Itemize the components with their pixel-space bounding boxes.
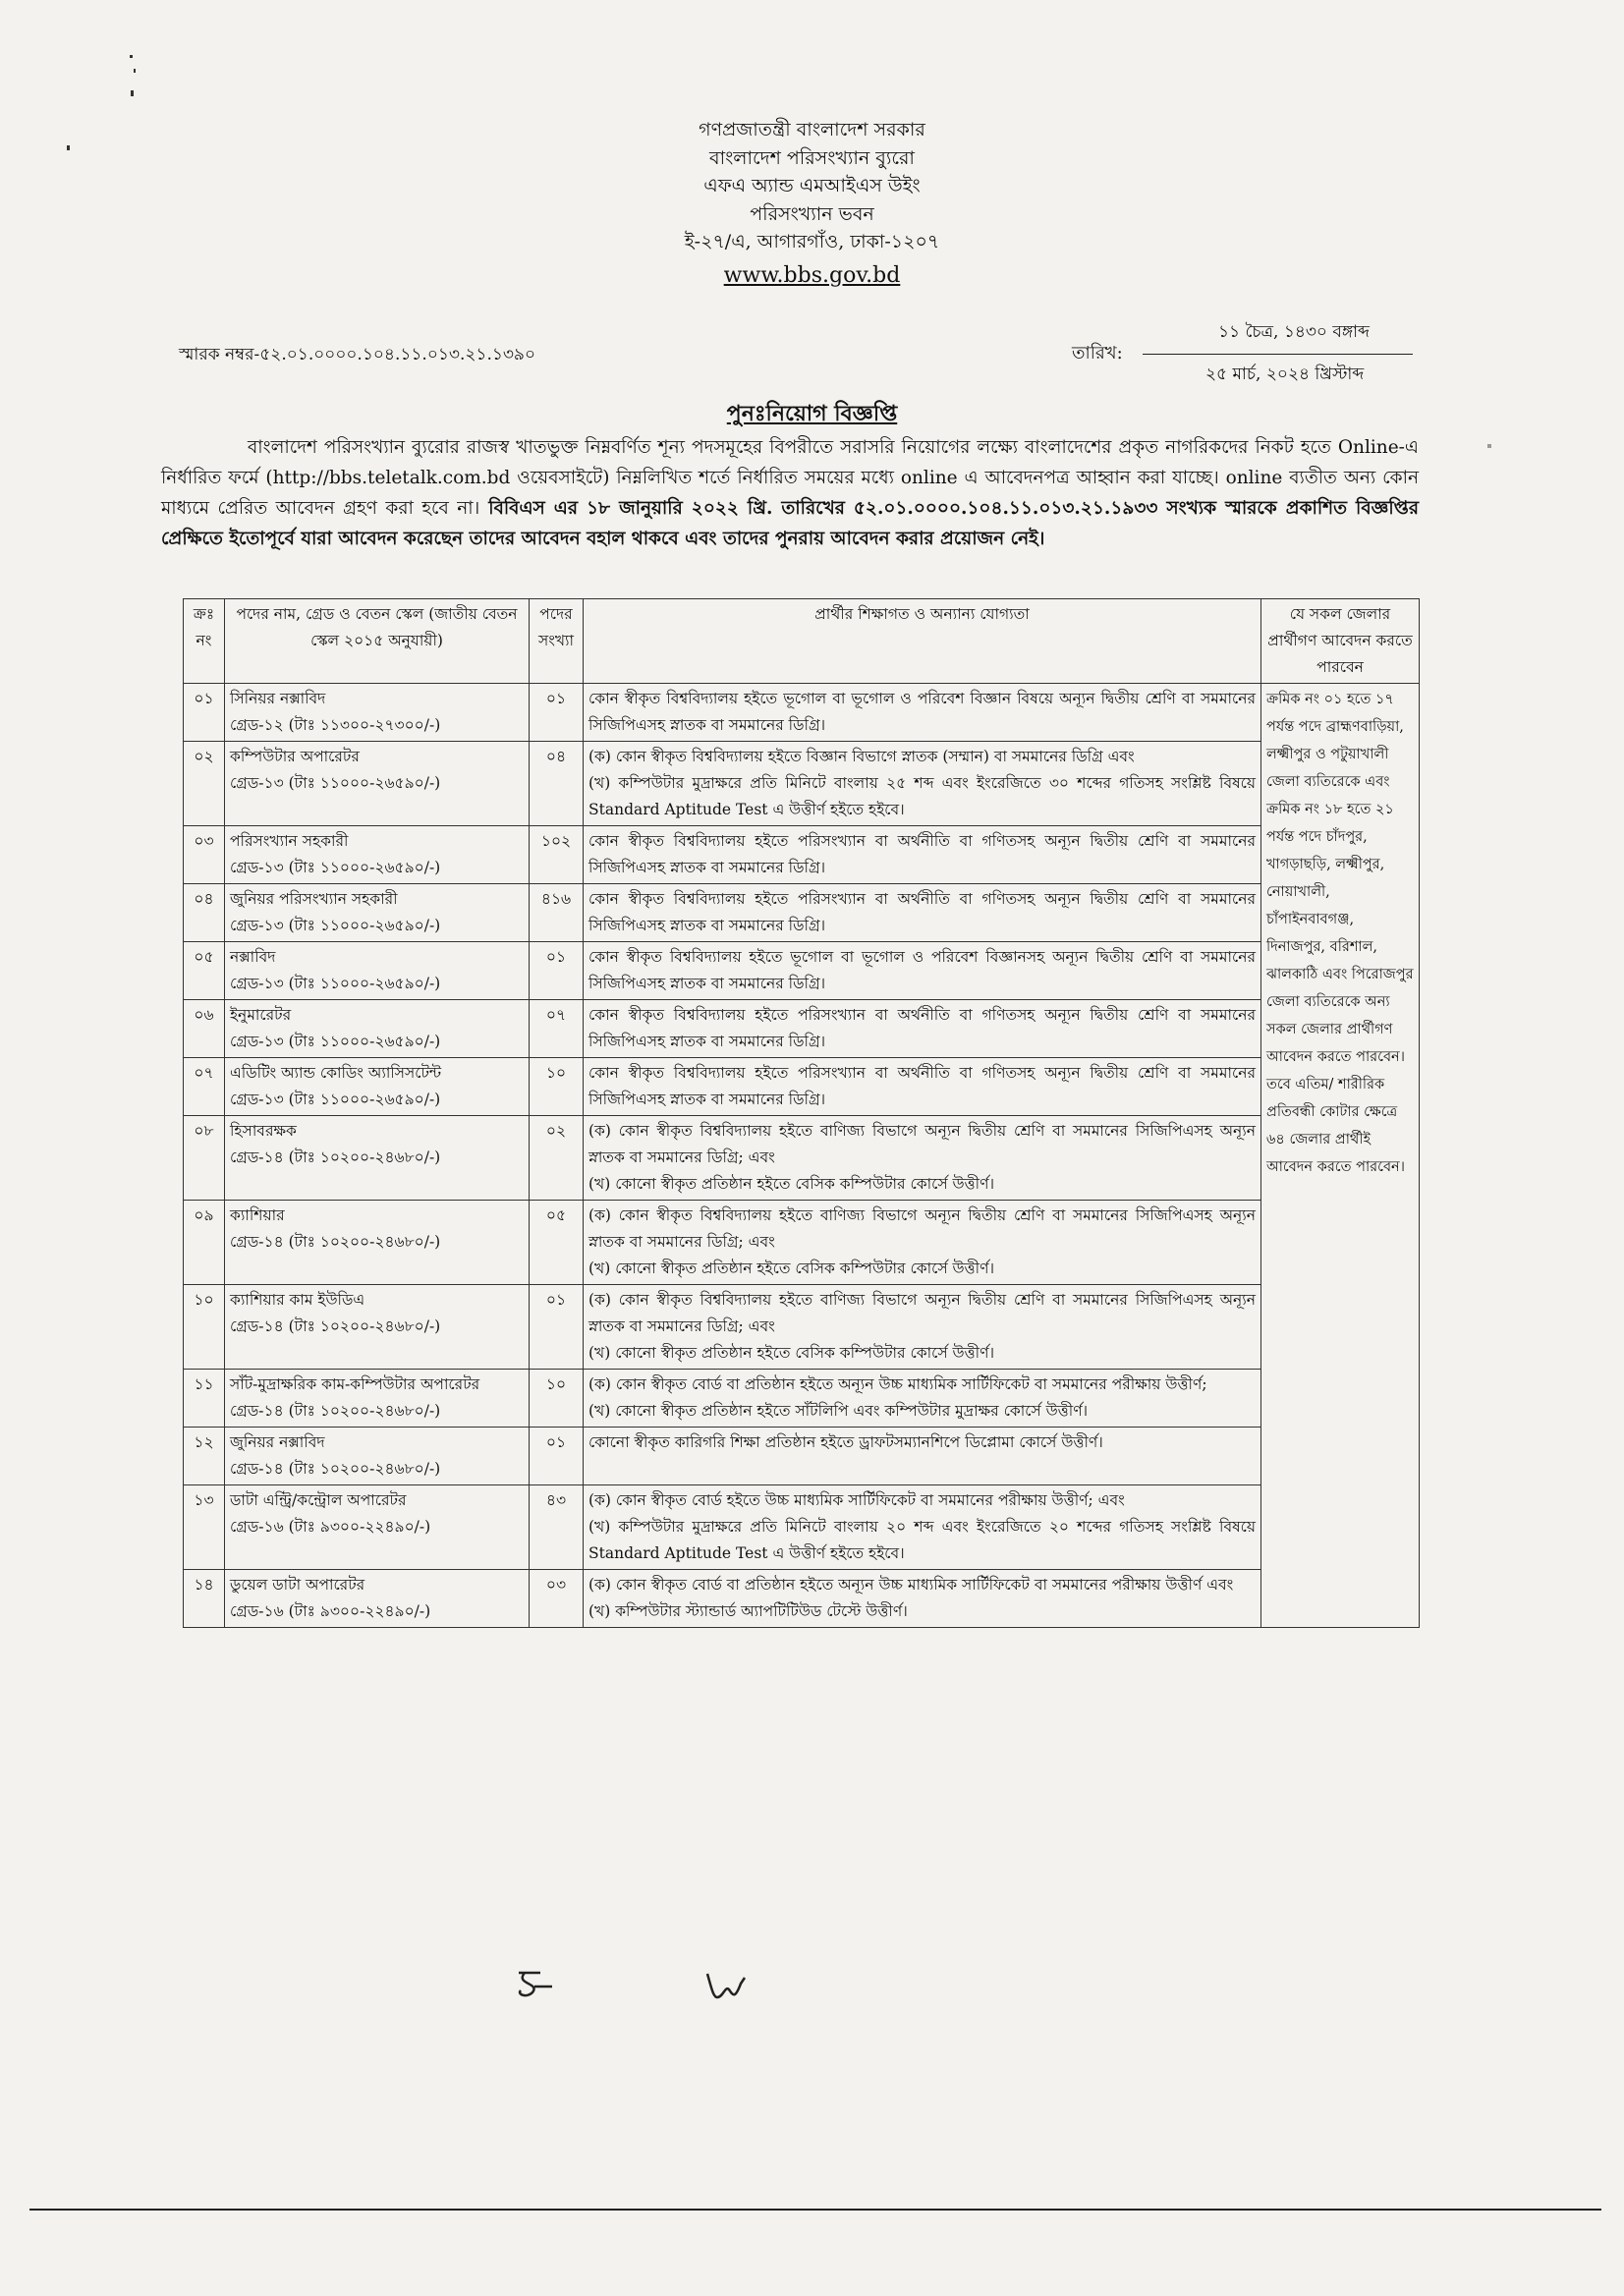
qualification-cell	[584, 1116, 1261, 1201]
post-name: ডুয়েল ডাটা অপারেটর	[230, 1576, 365, 1594]
post-count-cell: ০১	[530, 684, 584, 742]
post-name: সিনিয়র নক্সাবিদ	[230, 690, 326, 707]
post-cell	[225, 1570, 530, 1628]
qualification-line: কোন স্বীকৃত বিশ্ববিদ্যালয় হইতে ভূগোল বা ভূগোল ও পরিবেশ বিজ্ঞান বিষয়ে অন্যূন দ্বিতীয় শ্রেণি বা সমমানের সিজিপিএসহ স্নাতক বা সমমানের ডিগ্রি।	[588, 690, 1256, 734]
serial-cell: ১২	[184, 1428, 225, 1485]
qualification-line: (খ) কম্পিউটার স্ট্যান্ডার্ড অ্যাপটিটিউড টেস্টে উত্তীর্ণ।	[588, 1602, 908, 1620]
qualification-line: (খ) কম্পিউটার মুদ্রাক্ষরে প্রতি মিনিটে বাংলায় ২৫ শব্দ এবং ইংরেজিতে ৩০ শব্দের গতিসহ সংশ্লিষ্ট বিষয়ে Standard Aptitude Test এ উত্তীর্ণ হইতে হইবে।	[588, 774, 1256, 818]
post-cell	[225, 1201, 530, 1285]
intro-text: বাংলাদেশ পরিসংখ্যান ব্যুরোর রাজস্ব খাতভুক্ত নিম্নবর্ণিত শূন্য পদসমূহের বিপরীতে সরাসরি নিয়োগের লক্ষ্যে বাংলাদেশের প্রকৃত নাগরিকদের নিকট হতে Online-এ নির্ধারিত ফর্মে (http://bbs.teletalk.com.bd ওয়েবসাইটে) নিম্নলিখিত শর্তে নির্ধারিত সময়ের মধ্যে online এ আবেদনপত্র আহ্বান করা যাচ্ছে। online ব্যতীত অন্য কোন মাধ্যমে প্রেরিত আবেদন গ্রহণ করা হবে না।	[161, 437, 1419, 519]
date-label: তারিখ:	[1072, 343, 1123, 364]
qualification-line: কোন স্বীকৃত বিশ্ববিদ্যালয় হইতে পরিসংখ্যান বা অর্থনীতি বা গণিতসহ অন্যূন দ্বিতীয় শ্রেণি বা সমমানের সিজিপিএসহ স্নাতক বা সমমানের ডিগ্রি।	[588, 1006, 1256, 1050]
serial-cell: ১৩	[184, 1485, 225, 1570]
post-cell	[225, 826, 530, 884]
qualification-cell	[584, 1370, 1261, 1428]
post-grade: গ্রেড-১৩ (টাঃ ১১০০০-২৬৫৯০/-)	[230, 917, 441, 934]
serial-cell: ০২	[184, 742, 225, 826]
qualification-line: (ক) কোন স্বীকৃত বিশ্ববিদ্যালয় হইতে বাণিজ্য বিভাগে অন্যূন দ্বিতীয় শ্রেণি বা সমমানের সিজিপিএসহ অন্যূন স্নাতক বা সমমানের ডিগ্রি; এবং	[588, 1291, 1256, 1335]
intro-paragraph	[161, 432, 1419, 554]
scan-speck	[1487, 444, 1491, 448]
header-serial: ক্রঃ নং	[184, 599, 225, 684]
post-grade: গ্রেড-১৩ (টাঃ ১১০০০-২৬৫৯০/-)	[230, 1033, 441, 1050]
post-count-cell: ০৪	[530, 742, 584, 826]
post-name: ইনুমারেটর	[230, 1006, 292, 1024]
qualification-cell	[584, 684, 1261, 742]
table-row	[184, 826, 1420, 884]
header-line: গণপ্রজাতন্ত্রী বাংলাদেশ সরকার	[699, 119, 925, 140]
post-grade: গ্রেড-১৩ (টাঃ ১১০০০-২৬৫৯০/-)	[230, 975, 441, 992]
qualification-cell	[584, 1000, 1261, 1058]
qualification-cell	[584, 1428, 1261, 1485]
post-cell	[225, 1485, 530, 1570]
initial-signature	[701, 1968, 751, 2007]
table-row	[184, 884, 1420, 942]
table-row	[184, 1058, 1420, 1116]
memo-number: স্মারক নম্বর-৫২.০১.০০০০.১০৪.১১.০১৩.২১.১৩৯০	[179, 345, 536, 364]
qualification-line: কোন স্বীকৃত বিশ্ববিদ্যালয় হইতে পরিসংখ্যান বা অর্থনীতি বা গণিতসহ অন্যূন দ্বিতীয় শ্রেণি বা সমমানের সিজিপিএসহ স্নাতক বা সমমানের ডিগ্রি।	[588, 832, 1256, 876]
date-english: ২৫ মার্চ, ২০২৪ খ্রিস্টাব্দ	[1205, 364, 1365, 384]
post-count-cell: ০১	[530, 942, 584, 1000]
post-cell	[225, 1116, 530, 1201]
post-name: এডিটিং অ্যান্ড কোডিং অ্যাসিসটেন্ট	[230, 1064, 442, 1082]
table-row	[184, 1201, 1420, 1285]
serial-cell: ০৯	[184, 1201, 225, 1285]
post-cell	[225, 1428, 530, 1485]
serial-cell: ০৬	[184, 1000, 225, 1058]
post-count-cell: ০১	[530, 1428, 584, 1485]
post-cell	[225, 684, 530, 742]
eligible-districts-cell: ক্রমিক নং ০১ হতে ১৭ পর্যন্ত পদে ব্রাহ্মণবাড়িয়া, লক্ষ্মীপুর ও পটুয়াখালী জেলা ব্যতিরেকে এবং ক্রমিক নং ১৮ হতে ২১ পর্যন্ত পদে চাঁদপুর, খাগড়াছড়ি, লক্ষ্মীপুর, নোয়াখালী, চাঁপাইনবাবগঞ্জ, দিনাজপুর, বরিশাল, ঝালকাঠি এবং পিরোজপুর জেলা ব্যতিরেকে অন্য সকল জেলার প্রার্থীগণ আবেদন করতে পারবেন। তবে এতিম/ শারীরিক প্রতিবন্ধী কোটার ক্ষেত্রে ৬৪ জেলার প্রার্থীই আবেদন করতে পারবেন।	[1261, 684, 1420, 1628]
post-count-cell: ৪৩	[530, 1485, 584, 1570]
post-cell	[225, 1058, 530, 1116]
scan-speck	[134, 69, 136, 73]
post-cell	[225, 884, 530, 942]
qualification-line: (ক) কোন স্বীকৃত বোর্ড হইতে উচ্চ মাধ্যমিক সার্টিফিকেট বা সমমানের পরীক্ষায় উত্তীর্ণ; এবং	[588, 1491, 1125, 1509]
post-grade: গ্রেড-১৪ (টাঃ ১০২০০-২৪৬৮০/-)	[230, 1402, 441, 1420]
serial-cell: ১০	[184, 1285, 225, 1370]
post-grade: গ্রেড-১৪ (টাঃ ১০২০০-২৪৬৮০/-)	[230, 1460, 441, 1478]
post-cell	[225, 1285, 530, 1370]
header-line: বাংলাদেশ পরিসংখ্যান ব্যুরো	[709, 146, 915, 169]
table-row	[184, 942, 1420, 1000]
website-link[interactable]: www.bbs.gov.bd	[723, 262, 901, 288]
header-qualification: প্রার্থীর শিক্ষাগত ও অন্যান্য যোগ্যতা	[584, 599, 1261, 684]
post-name: ডাটা এন্ট্রি/কন্ট্রোল অপারেটর	[230, 1491, 407, 1509]
post-name: জুনিয়র পরিসংখ্যান সহকারী	[230, 890, 398, 908]
table-row	[184, 1570, 1420, 1628]
intro-bold-text: বিবিএস এর ১৮ জানুয়ারি ২০২২ খ্রি. তারিখের ৫২.০১.০০০০.১০৪.১১.০১৩.২১.১৯৩৩ সংখ্যক স্মারকে প্রকাশিত বিজ্ঞপ্তির প্রেক্ষিতে ইতোপূর্বে যারা আবেদন করেছেন তাদের আবেদন বহাল থাকবে এবং তাদের পুনরায় আবেদন করার প্রয়োজন নেই।	[161, 498, 1419, 549]
post-name: জুনিয়র নক্সাবিদ	[230, 1433, 325, 1451]
qualification-line: কোনো স্বীকৃত কারিগরি শিক্ষা প্রতিষ্ঠান হইতে ড্রাফটসম্যানশিপে ডিপ্লোমা কোর্সে উত্তীর্ণ।	[588, 1433, 1103, 1451]
scan-speck	[131, 90, 134, 96]
post-name: হিসাবরক্ষক	[230, 1122, 297, 1140]
post-grade: গ্রেড-১৬ (টাঃ ৯৩০০-২২৪৯০/-)	[230, 1602, 431, 1620]
post-grade: গ্রেড-১৩ (টাঃ ১১০০০-২৬৫৯০/-)	[230, 859, 441, 876]
date-divider	[1143, 354, 1413, 355]
table-row	[184, 1428, 1420, 1485]
post-name: কম্পিউটার অপারেটর	[230, 748, 360, 765]
qualification-cell	[584, 1058, 1261, 1116]
qualification-line: কোন স্বীকৃত বিশ্ববিদ্যালয় হইতে পরিসংখ্যান বা অর্থনীতি বা গণিতসহ অন্যূন দ্বিতীয় শ্রেণি বা সমমানের সিজিপিএসহ স্নাতক বা সমমানের ডিগ্রি।	[588, 1064, 1256, 1108]
qualification-line: কোন স্বীকৃত বিশ্ববিদ্যালয় হইতে ভূগোল বা ভূগোল ও পরিবেশ বিজ্ঞানসহ অন্যূন দ্বিতীয় শ্রেণি বা সমমানের সিজিপিএসহ স্নাতক বা সমমানের ডিগ্রি।	[588, 948, 1256, 992]
initial-signature	[511, 1965, 570, 2004]
qualification-cell	[584, 1570, 1261, 1628]
post-grade: গ্রেড-১২ (টাঃ ১১৩০০-২৭৩০০/-)	[230, 716, 441, 734]
post-name: ক্যাশিয়ার	[230, 1206, 285, 1224]
post-cell	[225, 1370, 530, 1428]
qualification-cell	[584, 742, 1261, 826]
qualification-line: (খ) কোনো স্বীকৃত প্রতিষ্ঠান হইতে বেসিক কম্পিউটার কোর্সে উত্তীর্ণ।	[588, 1175, 994, 1193]
qualification-line: (খ) কোনো স্বীকৃত প্রতিষ্ঠান হইতে সাঁটলিপি এবং কম্পিউটার মুদ্রাক্ষর কোর্সে উত্তীর্ণ।	[588, 1402, 1089, 1420]
post-grade: গ্রেড-১৩ (টাঃ ১১০০০-২৬৫৯০/-)	[230, 1091, 441, 1108]
qualification-cell	[584, 884, 1261, 942]
qualification-cell	[584, 1285, 1261, 1370]
post-name: পরিসংখ্যান সহকারী	[230, 832, 349, 850]
header-line: পরিসংখ্যান ভবন	[750, 202, 874, 225]
post-count-cell: ০৫	[530, 1201, 584, 1285]
qualification-cell	[584, 942, 1261, 1000]
qualification-line: (ক) কোন স্বীকৃত বিশ্ববিদ্যালয় হইতে বাণিজ্য বিভাগে অন্যূন দ্বিতীয় শ্রেণি বা সমমানের সিজিপিএসহ অন্যূন স্নাতক বা সমমানের ডিগ্রি; এবং	[588, 1206, 1256, 1251]
office-header	[0, 116, 1624, 290]
post-count-cell: ৪১৬	[530, 884, 584, 942]
post-grade: গ্রেড-১৪ (টাঃ ১০২০০-২৪৬৮০/-)	[230, 1233, 441, 1251]
table-row	[184, 1116, 1420, 1201]
qualification-cell	[584, 1201, 1261, 1285]
header-post: পদের নাম, গ্রেড ও বেতন স্কেল (জাতীয় বেতন স্কেল ২০১৫ অনুযায়ী)	[225, 599, 530, 684]
post-grade: গ্রেড-১৪ (টাঃ ১০২০০-২৪৬৮০/-)	[230, 1148, 441, 1166]
notice-title: পুনঃনিয়োগ বিজ্ঞপ্তি	[726, 401, 898, 426]
qualification-line: কোন স্বীকৃত বিশ্ববিদ্যালয় হইতে পরিসংখ্যান বা অর্থনীতি বা গণিতসহ অন্যূন দ্বিতীয় শ্রেণি বা সমমানের সিজিপিএসহ স্নাতক বা সমমানের ডিগ্রি।	[588, 890, 1256, 934]
post-count-cell: ০২	[530, 1116, 584, 1201]
table-row	[184, 1285, 1420, 1370]
post-count-cell: ১০	[530, 1370, 584, 1428]
serial-cell: ০৮	[184, 1116, 225, 1201]
post-name: সাঁট-মুদ্রাক্ষরিক কাম-কম্পিউটার অপারেটর	[230, 1375, 480, 1393]
header-count: পদের সংখ্যা	[530, 599, 584, 684]
post-cell	[225, 742, 530, 826]
table-row	[184, 1000, 1420, 1058]
qualification-line: (খ) কোনো স্বীকৃত প্রতিষ্ঠান হইতে বেসিক কম্পিউটার কোর্সে উত্তীর্ণ।	[588, 1260, 994, 1277]
scan-speck	[130, 55, 133, 58]
header-line: এফএ অ্যান্ড এমআইএস উইং	[703, 175, 921, 196]
post-grade: গ্রেড-১৩ (টাঃ ১১০০০-২৬৫৯০/-)	[230, 774, 441, 792]
serial-cell: ০৭	[184, 1058, 225, 1116]
qualification-line: (ক) কোন স্বীকৃত বিশ্ববিদ্যালয় হইতে বিজ্ঞান বিভাগে স্নাতক (সম্মান) বা সমমানের ডিগ্রি এবং	[588, 748, 1135, 765]
post-name: ক্যাশিয়ার কাম ইউডিএ	[230, 1291, 365, 1309]
qualification-line: (ক) কোন স্বীকৃত বিশ্ববিদ্যালয় হইতে বাণিজ্য বিভাগে অন্যূন দ্বিতীয় শ্রেণি বা সমমানের সিজিপিএসহ অন্যূন স্নাতক বা সমমানের ডিগ্রি; এবং	[588, 1122, 1256, 1166]
serial-cell: ০৫	[184, 942, 225, 1000]
date-bangla: ১১ চৈত্র, ১৪৩০ বঙ্গাব্দ	[1218, 322, 1370, 342]
qualification-line: (খ) কোনো স্বীকৃত প্রতিষ্ঠান হইতে বেসিক কম্পিউটার কোর্সে উত্তীর্ণ।	[588, 1344, 994, 1362]
post-grade: গ্রেড-১৪ (টাঃ ১০২০০-২৪৬৮০/-)	[230, 1317, 441, 1335]
post-count-cell: ০১	[530, 1285, 584, 1370]
post-name: নক্সাবিদ	[230, 948, 276, 966]
table-row	[184, 684, 1420, 742]
qualification-line: (ক) কোন স্বীকৃত বোর্ড বা প্রতিষ্ঠান হইতে অন্যূন উচ্চ মাধ্যমিক সার্টিফিকেট বা সমমানের পরীক্ষায় উত্তীর্ণ;	[588, 1375, 1207, 1393]
post-grade: গ্রেড-১৬ (টাঃ ৯৩০০-২২৪৯০/-)	[230, 1518, 431, 1536]
post-cell	[225, 1000, 530, 1058]
post-count-cell: ১০২	[530, 826, 584, 884]
table-header-row	[184, 599, 1420, 684]
header-districts: যে সকল জেলার প্রার্থীগণ আবেদন করতে পারবেন	[1261, 599, 1420, 684]
serial-cell: ০৪	[184, 884, 225, 942]
post-count-cell: ০৭	[530, 1000, 584, 1058]
qualification-line: (খ) কম্পিউটার মুদ্রাক্ষরে প্রতি মিনিটে বাংলায় ২০ শব্দ এবং ইংরেজিতে ২০ শব্দের গতিসহ সংশ্লিষ্ট বিষয়ে Standard Aptitude Test এ উত্তীর্ণ হইতে হইবে।	[588, 1518, 1256, 1562]
qualification-line: (ক) কোন স্বীকৃত বোর্ড বা প্রতিষ্ঠান হইতে অন্যূন উচ্চ মাধ্যমিক সার্টিফিকেট বা সমমানের পরীক্ষায় উত্তীর্ণ এবং	[588, 1576, 1234, 1594]
qualification-cell	[584, 826, 1261, 884]
vacancy-table	[183, 598, 1420, 1628]
serial-cell: ১৪	[184, 1570, 225, 1628]
serial-cell: ০১	[184, 684, 225, 742]
post-cell	[225, 942, 530, 1000]
post-count-cell: ১০	[530, 1058, 584, 1116]
table-row	[184, 742, 1420, 826]
table-body	[184, 684, 1420, 1628]
serial-cell: ১১	[184, 1370, 225, 1428]
post-count-cell: ০৩	[530, 1570, 584, 1628]
header-line: ই-২৭/এ, আগারগাঁও, ঢাকা-১২০৭	[684, 231, 940, 252]
serial-cell: ০৩	[184, 826, 225, 884]
table-row	[184, 1485, 1420, 1570]
qualification-cell	[584, 1485, 1261, 1570]
footer-rule	[29, 2209, 1601, 2211]
table-row	[184, 1370, 1420, 1428]
